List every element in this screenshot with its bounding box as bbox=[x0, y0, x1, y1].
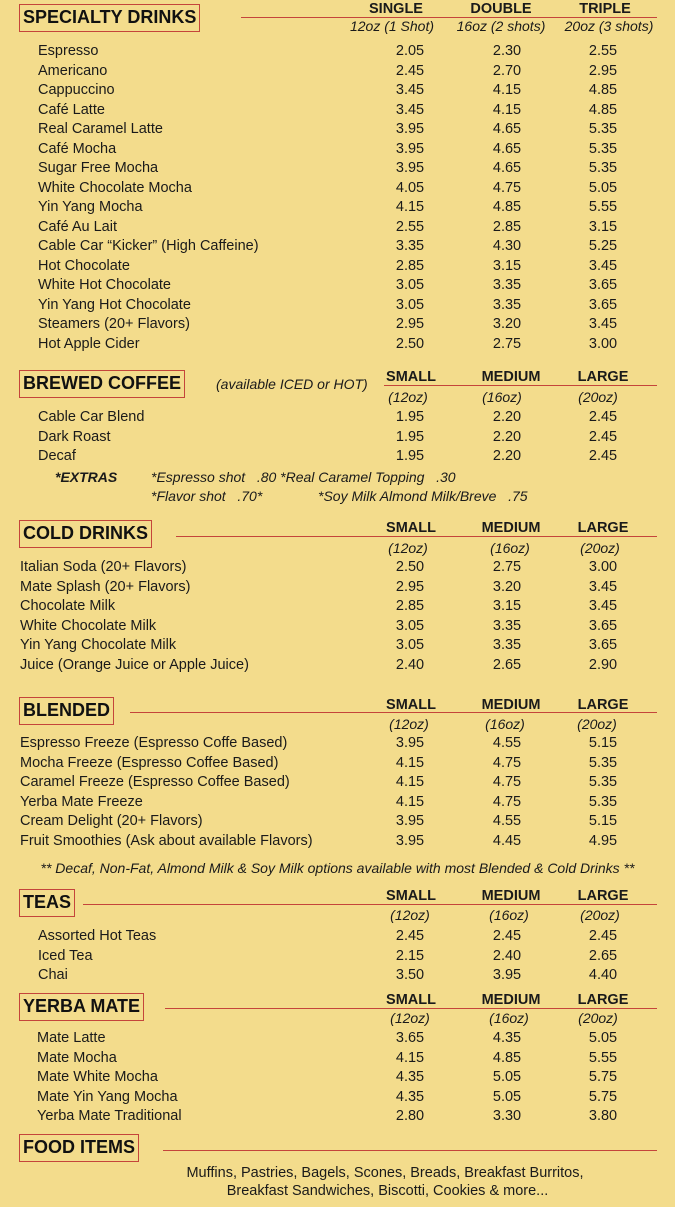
extras-line-2b: *Soy Milk Almond Milk/Breve .75 bbox=[318, 488, 528, 504]
menu-item-row bbox=[0, 197, 675, 217]
item-name: Juice (Orange Juice or Apple Juice) bbox=[20, 656, 249, 673]
menu-item-row bbox=[0, 178, 675, 198]
col-sub-small: (12oz) bbox=[388, 540, 428, 556]
menu-item-row bbox=[0, 946, 675, 966]
item-name: Hot Chocolate bbox=[38, 257, 130, 274]
brewed-availability-note: (available ICED or HOT) bbox=[216, 376, 368, 392]
item-price-2: 2.65 bbox=[492, 656, 522, 673]
item-name: Assorted Hot Teas bbox=[38, 928, 157, 944]
col-sub-single: 12oz (1 Shot) bbox=[349, 18, 435, 34]
menu-item-row bbox=[0, 256, 675, 276]
menu-item-row bbox=[0, 119, 675, 139]
item-price-3: 5.35 bbox=[588, 160, 618, 176]
col-sub-medium: (16oz) bbox=[489, 907, 529, 923]
col-header-large: LARGE bbox=[577, 888, 629, 904]
item-name: Yerba Mate Freeze bbox=[20, 793, 143, 810]
col-header-double: DOUBLE bbox=[470, 1, 532, 17]
item-price-2: 3.35 bbox=[492, 637, 522, 653]
section-header-blended: BLENDED bbox=[19, 697, 114, 725]
item-price-1: 3.95 bbox=[395, 735, 425, 751]
col-sub-medium: (16oz) bbox=[482, 389, 522, 405]
options-note: ** Decaf, Non-Fat, Almond Milk & Soy Milk options available with most Blended & Cold Drinks ** bbox=[40, 860, 635, 876]
divider bbox=[163, 1150, 657, 1151]
item-price-2: 2.75 bbox=[492, 559, 522, 575]
section-header-yerba: YERBA MATE bbox=[19, 993, 144, 1021]
item-name: Yerba Mate Traditional bbox=[37, 1108, 182, 1124]
col-sub-large: (20oz) bbox=[580, 540, 620, 556]
section-header-brewed: BREWED COFFEE bbox=[19, 370, 185, 398]
food-line-2: Breakfast Sandwiches, Biscotti, Cookies & more... bbox=[226, 1183, 549, 1199]
menu-item-row bbox=[0, 831, 675, 851]
item-price-2: 4.65 bbox=[492, 140, 522, 157]
item-price-2: 2.75 bbox=[492, 335, 522, 352]
item-price-2: 4.65 bbox=[492, 121, 522, 137]
menu-item-row bbox=[0, 577, 675, 597]
item-price-3: 2.45 bbox=[588, 448, 618, 464]
col-sub-medium: (16oz) bbox=[490, 540, 530, 556]
item-name: Yin Yang Chocolate Milk bbox=[20, 637, 177, 653]
item-price-2: 5.05 bbox=[492, 1069, 522, 1085]
item-name: Café Mocha bbox=[38, 140, 117, 157]
menu-item-row bbox=[0, 753, 675, 773]
item-name: Mate Splash (20+ Flavors) bbox=[20, 578, 191, 595]
food-line-1: Muffins, Pastries, Bagels, Scones, Breads, Breakfast Burritos, bbox=[186, 1165, 584, 1181]
item-name: Fruit Smoothies (Ask about available Flavors) bbox=[20, 832, 313, 849]
item-name: Mate White Mocha bbox=[37, 1069, 158, 1085]
item-price-2: 2.30 bbox=[492, 43, 522, 59]
menu-item-row bbox=[0, 1087, 675, 1107]
item-price-3: 2.45 bbox=[588, 928, 618, 944]
item-price-1: 3.95 bbox=[395, 160, 425, 176]
item-price-1: 2.50 bbox=[395, 559, 425, 575]
col-header-small: SMALL bbox=[386, 888, 436, 904]
item-price-3: 4.95 bbox=[588, 832, 618, 849]
item-price-3: 3.65 bbox=[588, 296, 618, 313]
section-header-specialty: SPECIALTY DRINKS bbox=[19, 4, 200, 32]
item-price-1: 3.95 bbox=[395, 121, 425, 137]
item-price-2: 4.85 bbox=[492, 1049, 522, 1066]
item-price-2: 2.45 bbox=[492, 928, 522, 944]
item-price-1: 1.95 bbox=[395, 409, 425, 425]
menu-item-row bbox=[0, 61, 675, 81]
col-header-medium: MEDIUM bbox=[481, 369, 541, 385]
menu-item-row bbox=[0, 635, 675, 655]
item-name: Sugar Free Mocha bbox=[38, 160, 159, 176]
item-price-3: 2.45 bbox=[588, 409, 618, 425]
menu-item-row bbox=[0, 1106, 675, 1126]
item-price-2: 3.35 bbox=[492, 277, 522, 293]
item-price-3: 2.90 bbox=[588, 656, 618, 673]
menu-item-row bbox=[0, 792, 675, 812]
item-name: Cream Delight (20+ Flavors) bbox=[20, 813, 203, 829]
item-price-1: 4.15 bbox=[395, 774, 425, 790]
menu-item-row bbox=[0, 616, 675, 636]
col-header-medium: MEDIUM bbox=[481, 520, 541, 536]
menu-item-row bbox=[0, 236, 675, 256]
item-price-2: 3.30 bbox=[492, 1108, 522, 1124]
item-price-1: 4.15 bbox=[395, 199, 425, 215]
item-name: Decaf bbox=[38, 448, 76, 464]
item-name: Chai bbox=[38, 967, 68, 983]
item-price-1: 3.35 bbox=[395, 238, 425, 254]
item-name: Café Latte bbox=[38, 101, 105, 118]
item-name: Mate Latte bbox=[37, 1030, 106, 1046]
item-price-2: 3.15 bbox=[492, 257, 522, 274]
item-price-3: 3.00 bbox=[588, 559, 618, 575]
item-price-1: 3.95 bbox=[395, 140, 425, 157]
item-name: Cappuccino bbox=[38, 82, 115, 98]
menu-item-row bbox=[0, 733, 675, 753]
menu-item-row bbox=[0, 139, 675, 159]
item-name: Italian Soda (20+ Flavors) bbox=[20, 559, 187, 575]
item-price-2: 4.45 bbox=[492, 832, 522, 849]
item-price-1: 2.40 bbox=[395, 656, 425, 673]
item-price-3: 5.55 bbox=[588, 199, 618, 215]
item-name: Americano bbox=[38, 62, 108, 79]
item-price-3: 3.45 bbox=[588, 316, 618, 332]
extras-label: *EXTRAS bbox=[55, 469, 118, 485]
menu-item-row bbox=[0, 811, 675, 831]
col-header-medium: MEDIUM bbox=[481, 697, 541, 713]
col-header-large: LARGE bbox=[577, 369, 629, 385]
col-header-medium: MEDIUM bbox=[481, 888, 541, 904]
col-header-small: SMALL bbox=[386, 992, 436, 1008]
item-price-2: 3.15 bbox=[492, 598, 522, 614]
item-price-2: 5.05 bbox=[492, 1088, 522, 1105]
item-name: White Chocolate Milk bbox=[20, 617, 157, 634]
item-price-2: 4.55 bbox=[492, 813, 522, 829]
col-header-small: SMALL bbox=[386, 369, 436, 385]
menu-item-row bbox=[0, 1028, 675, 1048]
item-name: Yin Yang Hot Chocolate bbox=[38, 296, 191, 313]
col-header-medium: MEDIUM bbox=[481, 992, 541, 1008]
item-price-1: 2.05 bbox=[395, 43, 425, 59]
item-price-1: 4.35 bbox=[395, 1069, 425, 1085]
item-price-3: 5.15 bbox=[588, 813, 618, 829]
item-name: Caramel Freeze (Espresso Coffee Based) bbox=[20, 774, 290, 790]
item-price-1: 3.45 bbox=[395, 101, 425, 118]
item-price-3: 5.25 bbox=[588, 238, 618, 254]
menu-item-row bbox=[0, 427, 675, 447]
col-sub-small: (12oz) bbox=[388, 389, 428, 405]
col-header-single: SINGLE bbox=[369, 1, 423, 17]
menu-item-row bbox=[0, 295, 675, 315]
item-price-1: 2.85 bbox=[395, 598, 425, 614]
item-price-3: 5.75 bbox=[588, 1088, 618, 1105]
menu-item-row bbox=[0, 446, 675, 466]
item-name: Steamers (20+ Flavors) bbox=[38, 316, 190, 332]
item-price-3: 3.45 bbox=[588, 578, 618, 595]
menu-item-row bbox=[0, 1048, 675, 1068]
item-price-3: 5.35 bbox=[588, 754, 618, 771]
item-price-1: 2.50 bbox=[395, 335, 425, 352]
section-header-food: FOOD ITEMS bbox=[19, 1134, 139, 1162]
item-price-1: 3.05 bbox=[395, 296, 425, 313]
item-price-3: 2.95 bbox=[588, 62, 618, 79]
menu-item-row bbox=[0, 655, 675, 675]
col-header-large: LARGE bbox=[577, 697, 629, 713]
item-price-1: 4.15 bbox=[395, 793, 425, 810]
item-name: Iced Tea bbox=[38, 947, 93, 964]
item-price-3: 3.45 bbox=[588, 257, 618, 274]
item-price-1: 3.65 bbox=[395, 1030, 425, 1046]
menu-item-row bbox=[0, 80, 675, 100]
item-price-3: 5.35 bbox=[588, 774, 618, 790]
item-name: Cable Car “Kicker” (High Caffeine) bbox=[38, 238, 259, 254]
col-header-small: SMALL bbox=[386, 520, 436, 536]
item-price-2: 4.30 bbox=[492, 238, 522, 254]
item-price-2: 4.75 bbox=[492, 793, 522, 810]
item-price-1: 2.85 bbox=[395, 257, 425, 274]
item-price-1: 2.15 bbox=[395, 947, 425, 964]
item-price-3: 3.65 bbox=[588, 277, 618, 293]
item-price-1: 1.95 bbox=[395, 448, 425, 464]
col-header-large: LARGE bbox=[577, 992, 629, 1008]
item-price-3: 3.00 bbox=[588, 335, 618, 352]
col-sub-large: (20oz) bbox=[578, 389, 618, 405]
item-name: Hot Apple Cider bbox=[38, 335, 140, 352]
col-sub-small: (12oz) bbox=[390, 1010, 430, 1026]
menu-item-row bbox=[0, 100, 675, 120]
item-price-3: 5.35 bbox=[588, 121, 618, 137]
item-name: Chocolate Milk bbox=[20, 598, 116, 614]
item-price-1: 2.95 bbox=[395, 578, 425, 595]
menu-item-row bbox=[0, 772, 675, 792]
item-price-3: 3.45 bbox=[588, 598, 618, 614]
item-name: Café Au Lait bbox=[38, 218, 117, 235]
item-price-1: 3.95 bbox=[395, 832, 425, 849]
item-price-2: 3.20 bbox=[492, 316, 522, 332]
item-price-2: 4.35 bbox=[492, 1030, 522, 1046]
col-sub-large: (20oz) bbox=[578, 1010, 618, 1026]
section-header-teas: TEAS bbox=[19, 889, 75, 917]
item-price-2: 3.20 bbox=[492, 578, 522, 595]
item-name: Real Caramel Latte bbox=[38, 121, 163, 137]
item-name: White Chocolate Mocha bbox=[38, 179, 192, 196]
item-price-3: 2.55 bbox=[588, 43, 618, 59]
extras-line-2a: *Flavor shot .70* bbox=[151, 488, 263, 504]
col-sub-double: 16oz (2 shots) bbox=[456, 18, 546, 34]
item-price-1: 2.55 bbox=[395, 218, 425, 235]
item-price-2: 4.55 bbox=[492, 735, 522, 751]
item-price-2: 2.20 bbox=[492, 409, 522, 425]
item-price-2: 2.20 bbox=[492, 448, 522, 464]
item-price-3: 3.15 bbox=[588, 218, 618, 235]
item-name: Espresso Freeze (Espresso Coffe Based) bbox=[20, 735, 288, 751]
item-price-1: 3.50 bbox=[395, 967, 425, 983]
item-name: Mate Mocha bbox=[37, 1049, 117, 1066]
item-price-1: 4.15 bbox=[395, 754, 425, 771]
menu-item-row bbox=[0, 1067, 675, 1087]
item-price-1: 3.05 bbox=[395, 637, 425, 653]
item-price-3: 3.65 bbox=[588, 617, 618, 634]
item-price-1: 2.80 bbox=[395, 1108, 425, 1124]
item-name: Espresso bbox=[38, 43, 99, 59]
menu-item-row bbox=[0, 407, 675, 427]
item-price-2: 4.75 bbox=[492, 179, 522, 196]
item-price-2: 4.65 bbox=[492, 160, 522, 176]
item-price-3: 4.85 bbox=[588, 82, 618, 98]
item-price-2: 2.40 bbox=[492, 947, 522, 964]
item-price-3: 5.75 bbox=[588, 1069, 618, 1085]
item-price-3: 3.65 bbox=[588, 637, 618, 653]
menu-item-row bbox=[0, 314, 675, 334]
item-price-2: 4.85 bbox=[492, 199, 522, 215]
col-sub-medium: (16oz) bbox=[489, 1010, 529, 1026]
menu-item-row bbox=[0, 596, 675, 616]
item-price-3: 3.80 bbox=[588, 1108, 618, 1124]
col-sub-small: (12oz) bbox=[390, 907, 430, 923]
item-price-2: 3.95 bbox=[492, 967, 522, 983]
item-name: White Hot Chocolate bbox=[38, 277, 171, 293]
menu-item-row bbox=[0, 41, 675, 61]
item-name: Mate Yin Yang Mocha bbox=[37, 1088, 178, 1105]
col-header-large: LARGE bbox=[577, 520, 629, 536]
item-price-1: 3.45 bbox=[395, 82, 425, 98]
col-sub-large: (20oz) bbox=[577, 716, 617, 732]
item-price-2: 2.70 bbox=[492, 62, 522, 79]
menu-item-row bbox=[0, 275, 675, 295]
item-price-3: 4.40 bbox=[588, 967, 618, 983]
item-price-2: 2.85 bbox=[492, 218, 522, 235]
menu-item-row bbox=[0, 965, 675, 985]
item-price-2: 4.75 bbox=[492, 754, 522, 771]
item-price-3: 2.65 bbox=[588, 947, 618, 964]
col-header-small: SMALL bbox=[386, 697, 436, 713]
item-name: Yin Yang Mocha bbox=[38, 199, 143, 215]
section-header-cold: COLD DRINKS bbox=[19, 520, 152, 548]
item-price-1: 3.95 bbox=[395, 813, 425, 829]
menu-item-row bbox=[0, 217, 675, 237]
extras-line-1: *Espresso shot .80 *Real Caramel Topping .30 bbox=[151, 469, 456, 485]
item-price-2: 4.75 bbox=[492, 774, 522, 790]
item-price-3: 2.45 bbox=[588, 428, 618, 445]
item-price-1: 2.45 bbox=[395, 928, 425, 944]
col-sub-large: (20oz) bbox=[580, 907, 620, 923]
col-header-triple: TRIPLE bbox=[579, 1, 631, 17]
item-price-3: 5.35 bbox=[588, 140, 618, 157]
item-price-1: 3.05 bbox=[395, 617, 425, 634]
menu-item-row bbox=[0, 557, 675, 577]
item-price-1: 4.35 bbox=[395, 1088, 425, 1105]
col-sub-medium: (16oz) bbox=[485, 716, 525, 732]
item-price-2: 3.35 bbox=[492, 617, 522, 634]
item-name: Dark Roast bbox=[38, 428, 111, 445]
item-price-2: 3.35 bbox=[492, 296, 522, 313]
item-price-1: 2.95 bbox=[395, 316, 425, 332]
item-price-1: 2.45 bbox=[395, 62, 425, 79]
item-price-2: 2.20 bbox=[492, 428, 522, 445]
item-price-3: 5.55 bbox=[588, 1049, 618, 1066]
menu-item-row bbox=[0, 926, 675, 946]
item-price-2: 4.15 bbox=[492, 101, 522, 118]
item-name: Cable Car Blend bbox=[38, 409, 145, 425]
item-price-3: 4.85 bbox=[588, 101, 618, 118]
menu-item-row bbox=[0, 158, 675, 178]
col-sub-small: (12oz) bbox=[389, 716, 429, 732]
col-sub-triple: 20oz (3 shots) bbox=[564, 18, 654, 34]
item-price-1: 3.05 bbox=[395, 277, 425, 293]
menu-item-row bbox=[0, 334, 675, 354]
item-price-1: 1.95 bbox=[395, 428, 425, 445]
item-price-3: 5.15 bbox=[588, 735, 618, 751]
item-price-2: 4.15 bbox=[492, 82, 522, 98]
item-price-3: 5.05 bbox=[588, 179, 618, 196]
item-price-1: 4.05 bbox=[395, 179, 425, 196]
item-name: Mocha Freeze (Espresso Coffee Based) bbox=[20, 754, 279, 771]
item-price-1: 4.15 bbox=[395, 1049, 425, 1066]
item-price-3: 5.35 bbox=[588, 793, 618, 810]
item-price-3: 5.05 bbox=[588, 1030, 618, 1046]
